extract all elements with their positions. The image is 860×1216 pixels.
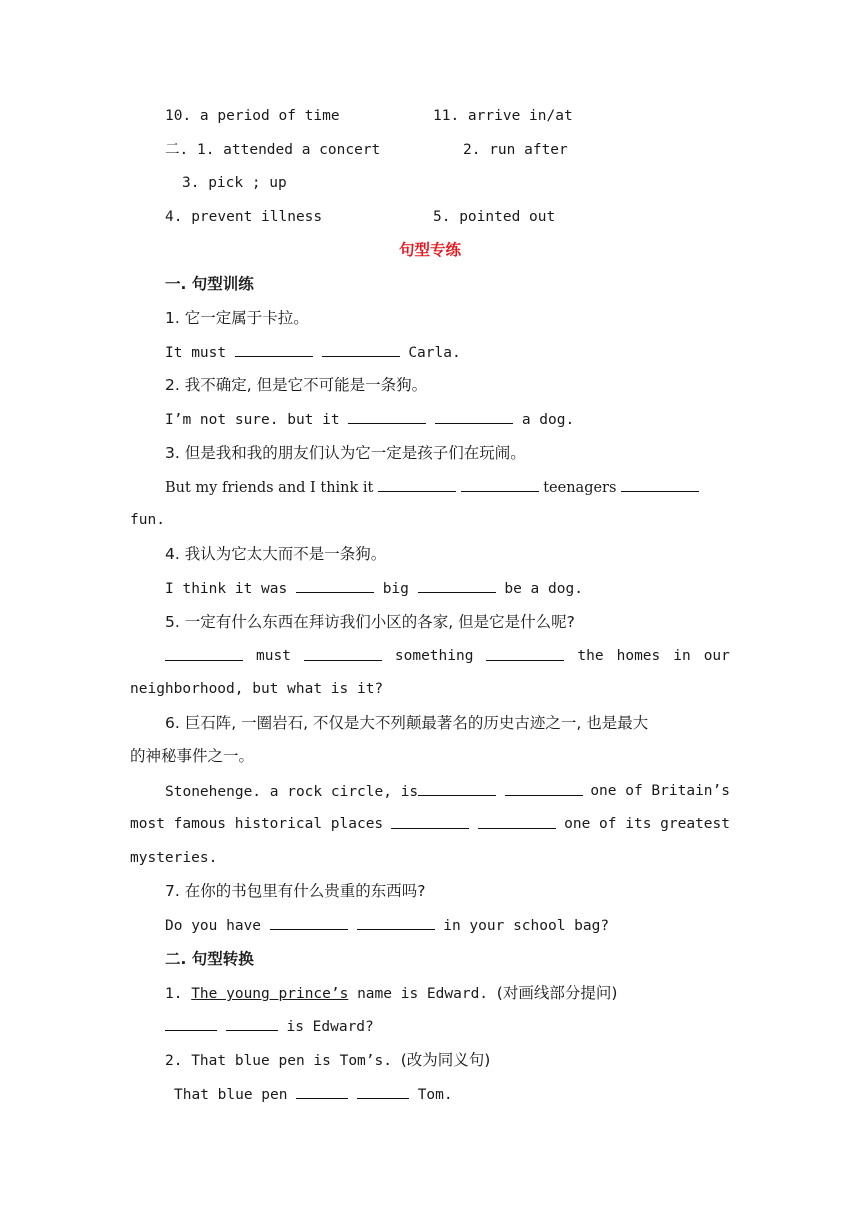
part1-heading: 一. 句型训练 — [165, 275, 254, 293]
q1-chinese: 1. 它一定属于卡拉。 — [165, 309, 309, 327]
blank[interactable] — [418, 578, 496, 593]
blank[interactable] — [348, 409, 426, 424]
blank[interactable] — [357, 915, 435, 930]
blank[interactable] — [304, 646, 382, 661]
blank[interactable] — [226, 1016, 278, 1031]
blank[interactable] — [296, 578, 374, 593]
answer-10: 10. a period of time — [165, 108, 340, 124]
q7-english: Do you have in your school bag? — [165, 915, 730, 936]
blank[interactable] — [478, 814, 556, 829]
q1-english: It must Carla. — [165, 342, 730, 363]
q6-english-cont: most famous historical places one of its greatest — [130, 816, 730, 832]
p2-q1-answer: is Edward? — [165, 1016, 730, 1037]
blank[interactable] — [235, 342, 313, 357]
blank[interactable] — [418, 781, 496, 796]
blank[interactable] — [486, 646, 564, 661]
section-title: 句型专练 — [398, 241, 461, 259]
blank[interactable] — [621, 477, 699, 492]
answer-2-2: 2. run after — [463, 142, 568, 158]
answer-2-5: 5. pointed out — [433, 209, 556, 225]
q5-english: must something the homes in our — [165, 646, 730, 666]
p2-q2-answer: That blue pen Tom. — [174, 1084, 774, 1105]
blank[interactable] — [296, 1084, 348, 1099]
underlined-phrase: The young prince’s — [191, 986, 349, 1002]
q3-english: But my friends and I think it teenagers — [165, 477, 730, 498]
q4-english: I think it was big be a dog. — [165, 578, 730, 599]
answer-2-4: 4. prevent illness — [165, 209, 323, 225]
q6-chinese-cont: 的神秘事件之一。 — [130, 747, 255, 765]
q5-english-cont: neighborhood, but what is it? — [130, 681, 384, 697]
answer-11: 11. arrive in/at — [433, 108, 573, 124]
q5-chinese: 5. 一定有什么东西在拜访我们小区的各家, 但是它是什么呢? — [165, 613, 575, 631]
p2-q1: 1. The young prince’s name is Edward. (对画线部分提问) — [165, 984, 618, 1002]
blank[interactable] — [270, 915, 348, 930]
q3-english-cont: fun. — [130, 512, 165, 528]
blank[interactable] — [505, 781, 583, 796]
blank[interactable] — [435, 409, 513, 424]
q2-chinese: 2. 我不确定, 但是它不可能是一条狗。 — [165, 376, 428, 394]
q2-english: I’m not sure. but it a dog. — [165, 409, 730, 430]
q4-chinese: 4. 我认为它太大而不是一条狗。 — [165, 545, 387, 563]
blank[interactable] — [357, 1084, 409, 1099]
part2-heading: 二. 句型转换 — [165, 950, 254, 968]
blank[interactable] — [165, 646, 243, 661]
q6-english: Stonehenge. a rock circle, is one of Britain’s — [165, 783, 730, 800]
q7-chinese: 7. 在你的书包里有什么贵重的东西吗? — [165, 882, 426, 900]
blank[interactable] — [378, 477, 456, 492]
answer-2-3: 3. pick ; up — [182, 175, 287, 191]
blank[interactable] — [461, 477, 539, 492]
answer-2-1: 二. 1. attended a concert — [165, 142, 381, 158]
q6-english-end: mysteries. — [130, 850, 218, 866]
blank[interactable] — [322, 342, 400, 357]
blank[interactable] — [391, 814, 469, 829]
q3-chinese: 3. 但是我和我的朋友们认为它一定是孩子们在玩闹。 — [165, 444, 526, 462]
p2-q2: 2. That blue pen is Tom’s. (改为同义句) — [165, 1051, 491, 1069]
q6-chinese: 6. 巨石阵, 一圈岩石, 不仅是大不列颠最著名的历史古迹之一, 也是最大 — [165, 714, 649, 732]
blank[interactable] — [165, 1016, 217, 1031]
